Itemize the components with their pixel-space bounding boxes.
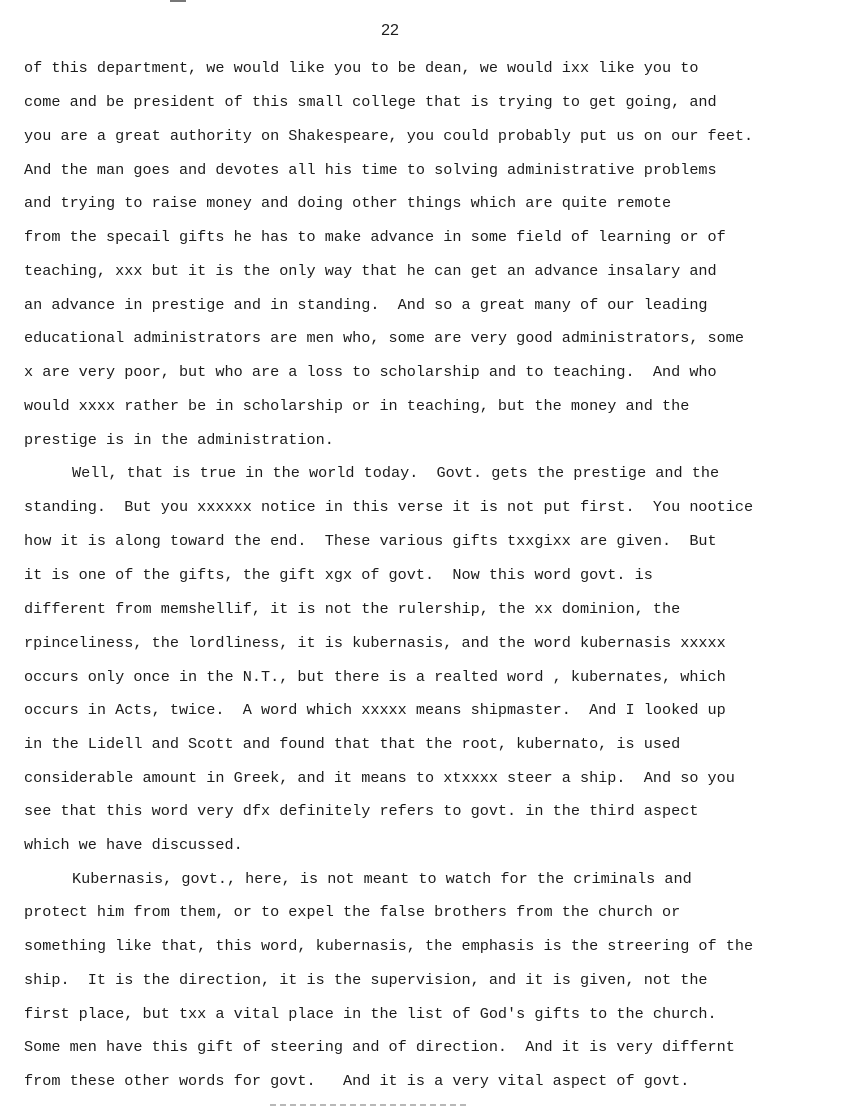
text-line-2: come and be president of this small college that is trying to get going, and (24, 93, 717, 111)
text-line-27: something like that, this word, kubernasis, the emphasis is the streering of the (24, 937, 754, 955)
text-line-7: teaching, xxx but it is the only way that he can get an advance insalary and (24, 262, 717, 280)
text-line-25: Kubernasis, govt., here, is not meant to watch for the criminals and (72, 870, 692, 888)
text-line-28: ship. It is the direction, it is the supervision, and it is given, not the (24, 971, 708, 989)
text-line-6: from the specail gifts he has to make advance in some field of learning or of (24, 228, 726, 246)
text-line-11: would xxxx rather be in scholarship or in teaching, but the money and the (24, 397, 690, 415)
text-line-31: from these other words for govt. And it is a very vital aspect of govt. (24, 1072, 690, 1090)
text-line-23: see that this word very dfx definitely refers to govt. in the third aspect (24, 802, 699, 820)
text-line-20: occurs in Acts, twice. A word which xxxxx means shipmaster. And I looked up (24, 701, 726, 719)
text-line-10: x are very poor, but who are a loss to scholarship and to teaching. And who (24, 363, 717, 381)
scan-mark-top (170, 0, 186, 2)
text-line-8: an advance in prestige and in standing. And so a great many of our leading (24, 296, 708, 314)
text-line-22: considerable amount in Greek, and it means to xtxxxx steer a ship. And so you (24, 769, 735, 787)
text-line-1: of this department, we would like you to be dean, we would ixx like you to (24, 59, 699, 77)
text-line-13: Well, that is true in the world today. Govt. gets the prestige and the (72, 464, 720, 482)
text-line-4: And the man goes and devotes all his time to solving administrative problems (24, 161, 717, 179)
text-line-16: it is one of the gifts, the gift xgx of govt. Now this word govt. is (24, 566, 653, 584)
text-line-26: protect him from them, or to expel the false brothers from the church or (24, 903, 681, 921)
text-line-29: first place, but txx a vital place in the list of God's gifts to the church. (24, 1005, 717, 1023)
text-line-14: standing. But you xxxxxx notice in this verse it is not put first. You nootice (24, 498, 754, 516)
text-line-12: prestige is in the administration. (24, 431, 334, 449)
text-line-3: you are a great authority on Shakespeare, you could probably put us on our feet. (24, 127, 754, 145)
text-line-15: how it is along toward the end. These various gifts txxgixx are given. But (24, 532, 717, 550)
text-line-18: rpinceliness, the lordliness, it is kubernasis, and the word kubernasis xxxxx (24, 634, 726, 652)
text-line-30: Some men have this gift of steering and of direction. And it is very differnt (24, 1038, 735, 1056)
text-line-17: different from memshellif, it is not the rulership, the xx dominion, the (24, 600, 681, 618)
text-line-24: which we have discussed. (24, 836, 243, 854)
page-number: 22 (381, 22, 399, 39)
scan-mark-bottom (270, 1104, 470, 1106)
text-line-5: and trying to raise money and doing other things which are quite remote (24, 194, 672, 212)
text-line-9: educational administrators are men who, some are very good administrators, some (24, 329, 745, 347)
text-line-19: occurs only once in the N.T., but there is a realted word , kubernates, which (24, 668, 726, 686)
text-line-21: in the Lidell and Scott and found that that the root, kubernato, is used (24, 735, 681, 753)
